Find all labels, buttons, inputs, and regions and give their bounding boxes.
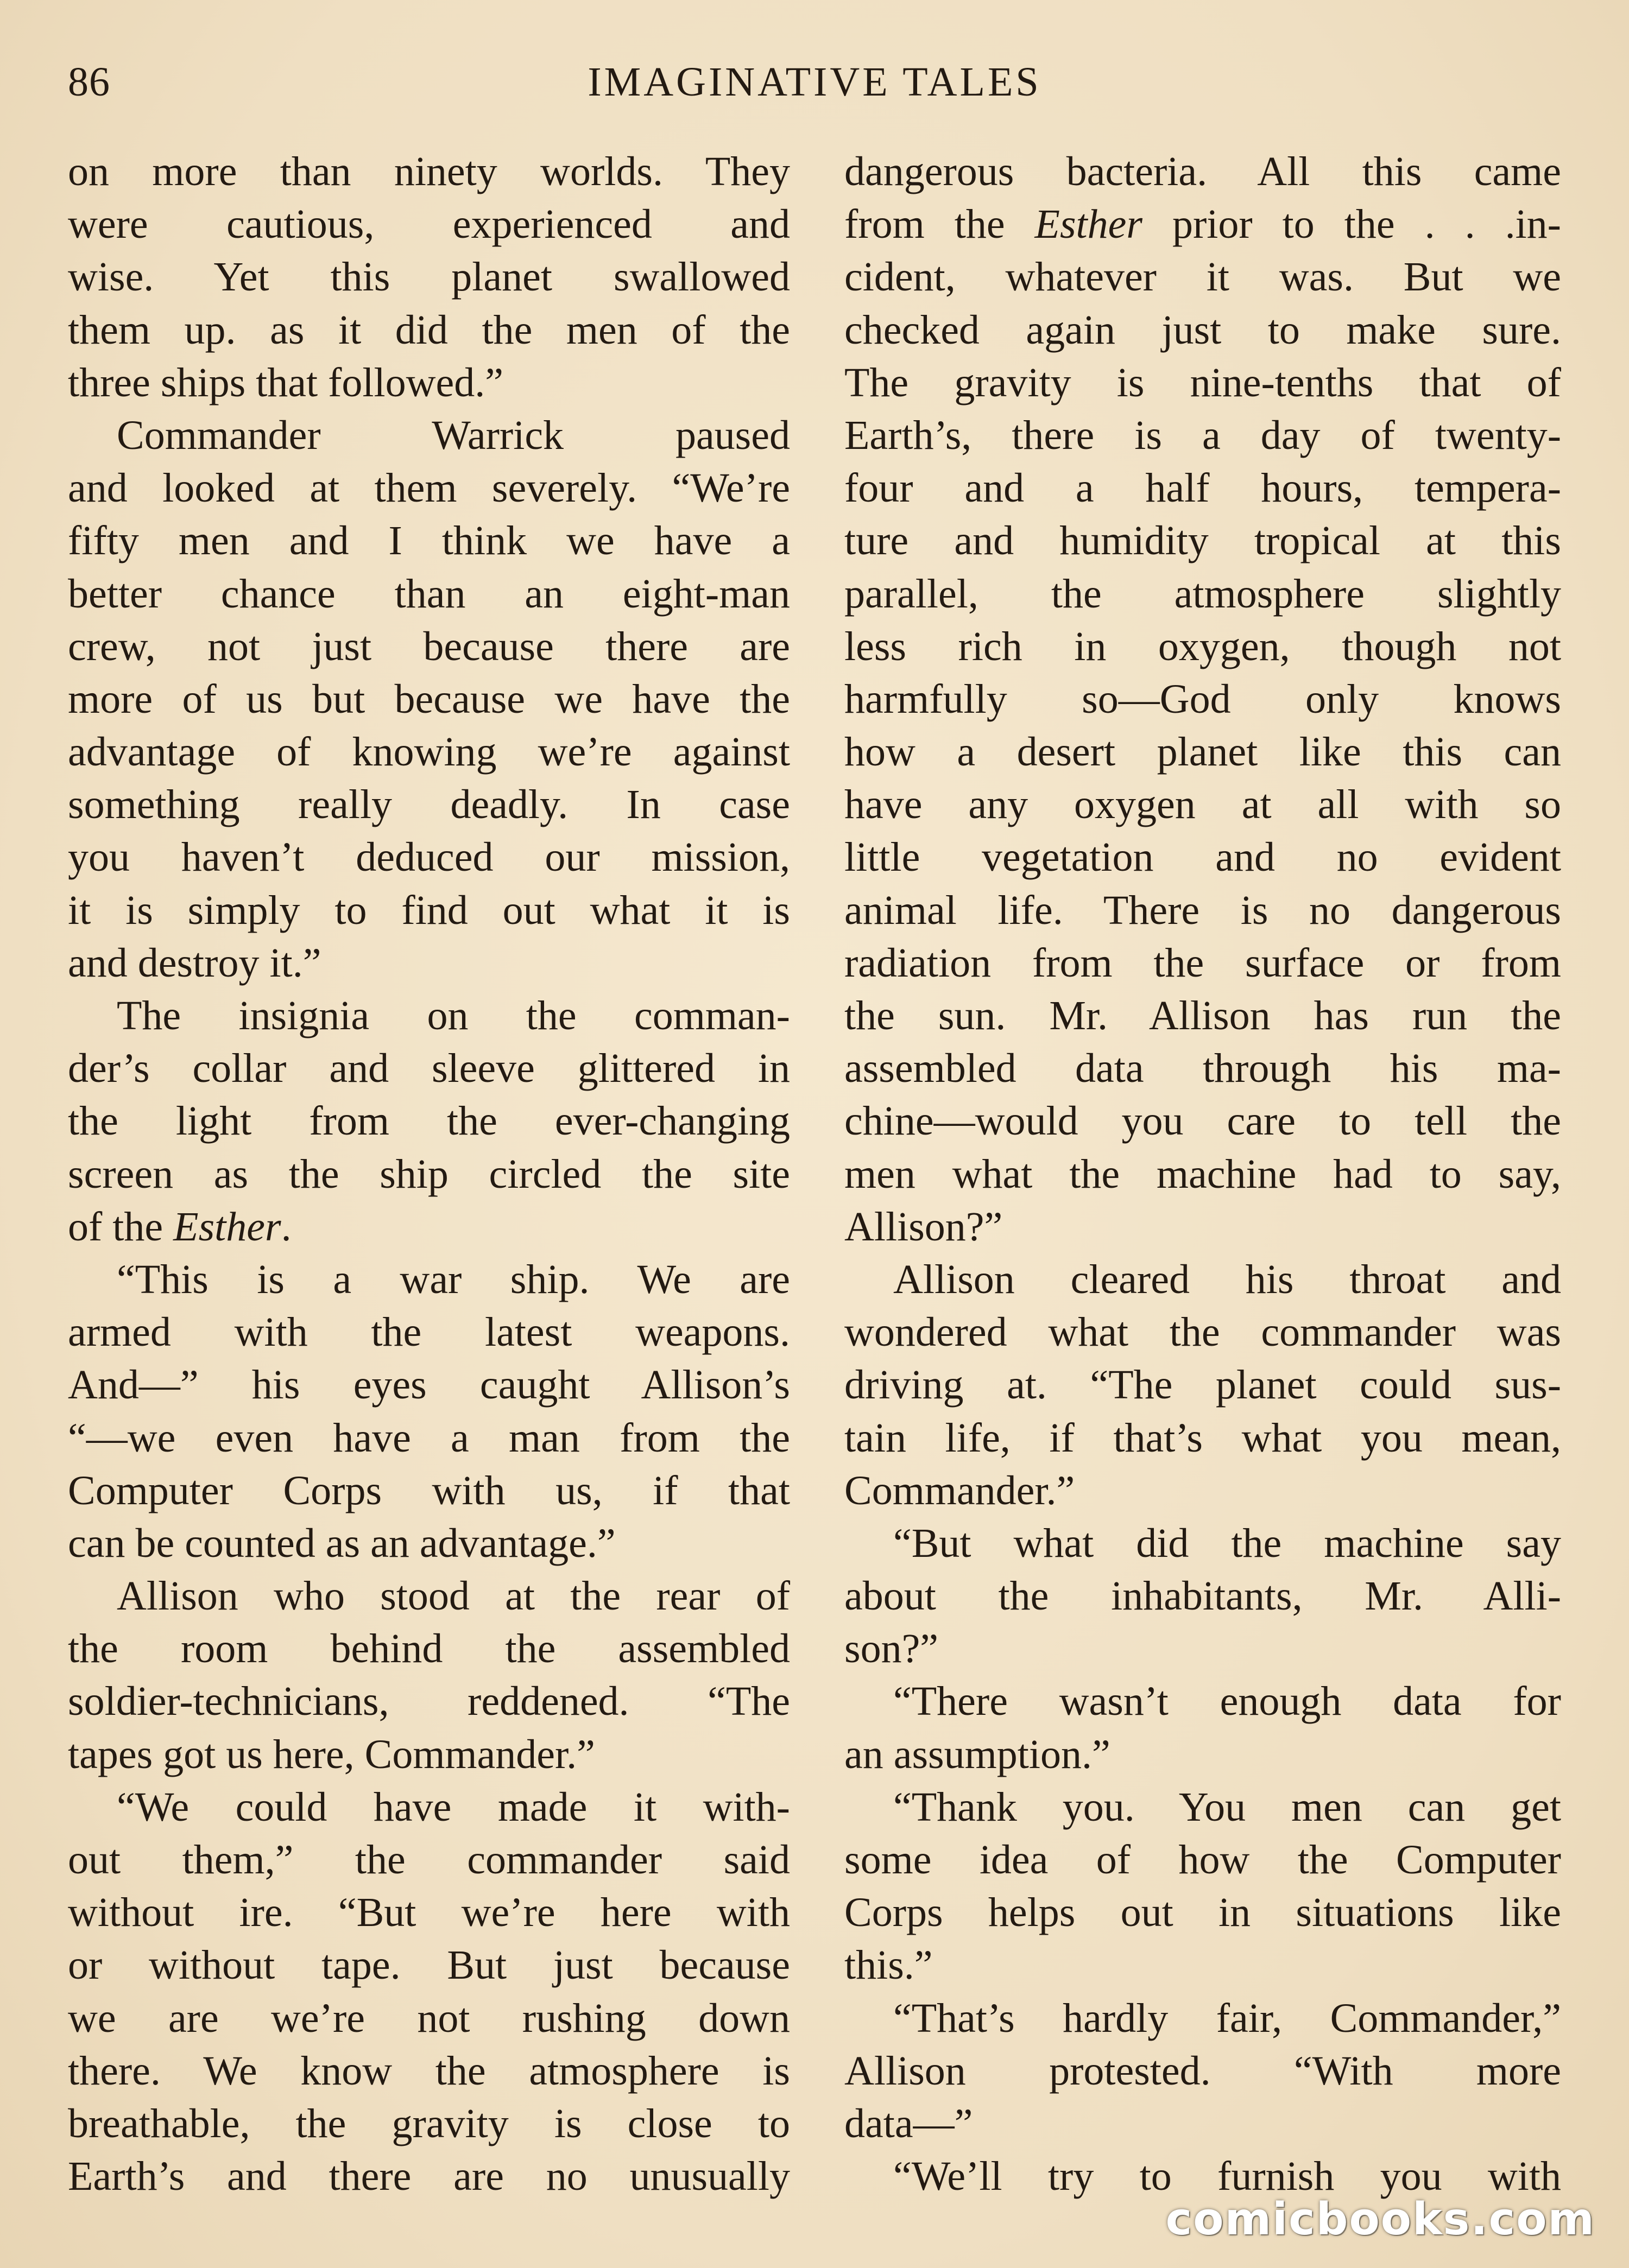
text-line: harmfully so—God only knows <box>844 676 1561 722</box>
text-line: And—” his eyes caught Allison’s <box>68 1362 790 1408</box>
text-line: of the Esther. <box>68 1203 292 1250</box>
text-line: or without tape. But just because <box>68 1942 790 1988</box>
text-line: the light from the ever-changing <box>68 1098 790 1144</box>
text-line: parallel, the atmosphere slightly <box>844 571 1561 617</box>
text-line: tapes got us here, Commander.” <box>68 1731 595 1777</box>
text-line: advantage of knowing we’re against <box>68 729 790 775</box>
page-header <box>68 59 1561 113</box>
page-number: 86 <box>68 59 110 105</box>
text-line: an assumption.” <box>844 1731 1110 1777</box>
text-line: The gravity is nine-tenths that of <box>844 359 1561 406</box>
text-line: Computer Corps with us, if that <box>68 1467 790 1513</box>
text-line: assembled data through his ma- <box>844 1046 1561 1092</box>
text-line: cident, whatever it was. But we <box>844 254 1561 300</box>
text-line: “—we even have a man from the <box>68 1415 790 1461</box>
text-line: the room behind the assembled <box>68 1626 790 1672</box>
text-line: and looked at them severely. “We’re <box>68 465 790 511</box>
text-line: Earth’s, there is a day of twenty- <box>844 412 1561 458</box>
text-line: Corps helps out in situations like <box>844 1890 1561 1936</box>
text-line: how a desert planet like this can <box>844 729 1561 775</box>
text-line: we are we’re not rushing down <box>68 1995 790 2041</box>
text-line: and destroy it.” <box>68 940 321 986</box>
text-line: chine—would you care to tell the <box>844 1098 1561 1144</box>
text-line: son?” <box>844 1626 939 1672</box>
text-line: little vegetation and no evident <box>844 834 1561 880</box>
running-title: IMAGINATIVE TALES <box>588 59 1041 105</box>
text-line: Allison cleared his throat and <box>893 1256 1561 1302</box>
text-line: “Thank you. You men can get <box>893 1784 1561 1830</box>
text-line: without ire. “But we’re here with <box>68 1890 790 1936</box>
text-line: “We could have made it with- <box>117 1784 790 1830</box>
text-line: radiation from the surface or from <box>844 940 1561 986</box>
text-line: dangerous bacteria. All this came <box>844 149 1561 194</box>
text-line: The insignia on the comman- <box>117 993 790 1038</box>
text-line: it is simply to find out what it is <box>68 887 790 933</box>
text-line: have any oxygen at all with so <box>844 782 1561 828</box>
text-line: soldier-technicians, reddened. “The <box>68 1678 790 1725</box>
text-line: out them,” the commander said <box>68 1837 790 1883</box>
text-line: ture and humidity tropical at this <box>844 518 1561 564</box>
text-line: Commander Warrick paused <box>117 412 790 458</box>
text-line: Commander.” <box>844 1467 1075 1513</box>
left-text-column <box>68 145 790 2203</box>
text-line: on more than ninety worlds. They <box>68 149 790 194</box>
text-line: were cautious, experienced and <box>68 201 790 248</box>
text-line: wise. Yet this planet swallowed <box>68 254 790 300</box>
text-line: “That’s hardly fair, Commander,” <box>893 1995 1561 2041</box>
text-line: Earth’s and there are no unusually <box>68 2153 790 2200</box>
text-line: crew, not just because there are <box>68 623 790 669</box>
text-line: armed with the latest weapons. <box>68 1309 790 1355</box>
right-text-column <box>844 145 1561 2203</box>
text-line: wondered what the commander was <box>844 1309 1561 1355</box>
text-line: Allison?” <box>844 1203 1003 1250</box>
text-line: Allison protested. “With more <box>844 2048 1561 2094</box>
text-line: you haven’t deduced our mission, <box>68 834 790 880</box>
text-line: “There wasn’t enough data for <box>893 1678 1561 1725</box>
text-line: four and a half hours, tempera- <box>844 465 1561 511</box>
text-line: less rich in oxygen, though not <box>844 623 1561 669</box>
text-line: “But what did the machine say <box>893 1520 1561 1566</box>
text-line: some idea of how the Computer <box>844 1837 1561 1883</box>
text-line: more of us but because we have the <box>68 676 790 722</box>
text-line: checked again just to make sure. <box>844 307 1561 353</box>
text-line: about the inhabitants, Mr. Alli- <box>844 1573 1561 1619</box>
text-line: der’s collar and sleeve glittered in <box>68 1046 790 1092</box>
text-line: breathable, the gravity is close to <box>68 2100 790 2146</box>
text-line: driving at. “The planet could sus- <box>844 1362 1561 1408</box>
text-line: can be counted as an advantage.” <box>68 1520 616 1566</box>
text-line: “We’ll try to furnish you with <box>893 2153 1561 2200</box>
text-line: this.” <box>844 1942 933 1988</box>
text-line: “This is a war ship. We are <box>117 1256 790 1302</box>
text-line: them up. as it did the men of the <box>68 307 790 353</box>
watermark: comicbooks.com <box>1165 2194 1595 2245</box>
text-line: data—” <box>844 2100 973 2146</box>
text-line: the sun. Mr. Allison has run the <box>844 993 1561 1038</box>
text-line: men what the machine had to say, <box>844 1151 1561 1197</box>
text-line: fifty men and I think we have a <box>68 518 790 564</box>
text-line: tain life, if that’s what you mean, <box>844 1415 1561 1461</box>
text-line: there. We know the atmosphere is <box>68 2048 790 2094</box>
text-line: screen as the ship circled the site <box>68 1151 790 1197</box>
text-line: something really deadly. In case <box>68 782 790 828</box>
text-line: from the Esther prior to the . . .in- <box>844 201 1561 248</box>
text-line: three ships that followed.” <box>68 359 504 406</box>
text-line: Allison who stood at the rear of <box>117 1573 790 1619</box>
text-line: animal life. There is no dangerous <box>844 887 1561 933</box>
text-line: better chance than an eight-man <box>68 571 790 617</box>
